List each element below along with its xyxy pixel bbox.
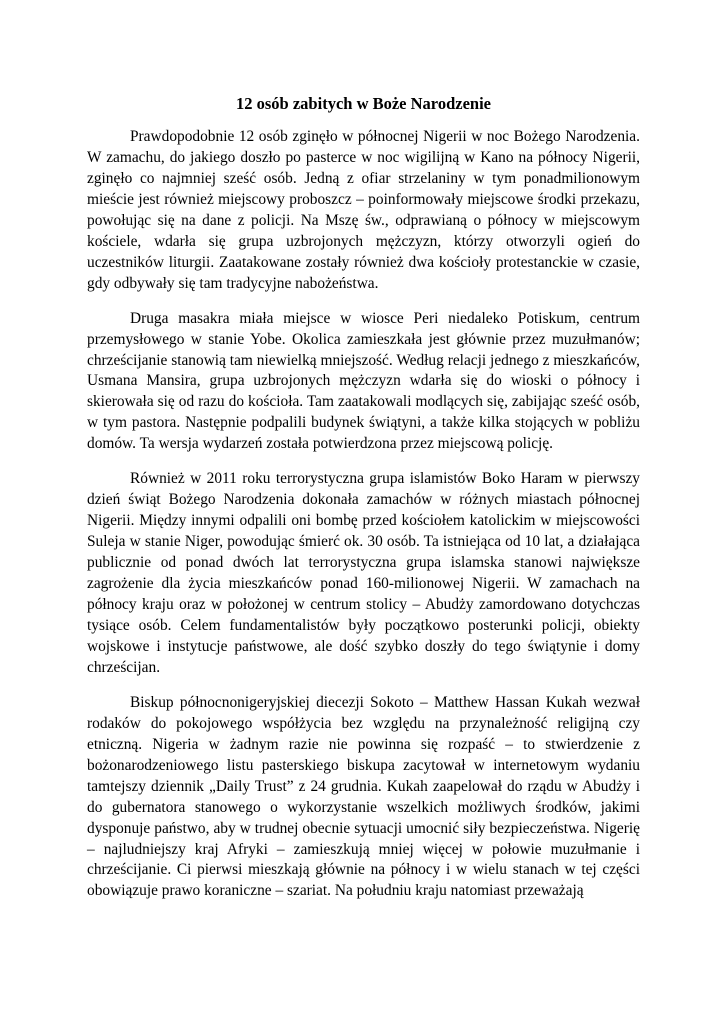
paragraph-2: Druga masakra miała miejsce w wiosce Peri niedaleko Potiskum, centrum przemysłowego w stanie Yobe. Okolica zamieszkała jest głównie przez muzułmanów; chrześcijanie stanowią tam niewielką mniejszość. Według relacji jednego z mieszkańców, Usmana Mansira, grupa uzbrojonych mężczyzn wdarła się do wioski o północy i skierowała się od razu do kościoła. Tam zaatakowali modlących się, zabijając sześć osób, w tym pastora. Następnie podpalili budynek świątyni, a także kilka stojących w pobliżu domów. Ta wersja wydarzeń została potwierdzona przez miejscową policję. (87, 309, 640, 453)
paragraph-4: Biskup północnonigeryjskiej diecezji Sokoto – Matthew Hassan Kukah wezwał rodaków do pokojowego współżycia bez względu na przynależność religijną czy etniczną. Nigeria w żadnym razie nie powinna się rozpaść – to stwierdzenie z bożonarodzeniowego listu pasterskiego biskupa zacytował w internetowym wydaniu tamtejszy dziennik „Daily Trust” z 24 grudnia. Kukah zaapelował do rządu w Abudży i do gubernatora stanowego o wykorzystanie wszelkich możliwych środków, jakimi dysponuje państwo, aby w trudnej obecnie sytuacji umocnić siły bezpieczeństwa. Nigerię – najludniejszy kraj Afryki – zamieszkują mniej więcej w połowie muzułmanie i chrześcijanie. Ci pierwsi mieszkają głównie na północy i w wielu stanach w tej części obowiązuje prawo koraniczne – szariat. Na południu kraju natomiast przeważają (87, 693, 640, 900)
paragraph-1: Prawdopodobnie 12 osób zginęło w północnej Nigerii w noc Bożego Narodzenia. W zamachu, do jakiego doszło po pasterce w noc wigilijną w Kano na północy Nigerii, zginęło co najmniej sześć osób. Jedną z ofiar strzelaniny w tym ponadmilionowym mieście jest również miejscowy proboszcz – poinformowały miejscowe środki przekazu, powołując się na dane z policji. Na Mszę św., odprawianą o północy w miejscowym kościele, wdarła się grupa uzbrojonych mężczyzn, którzy otworzyli ogień do uczestników liturgii. Zaatakowane zostały również dwa kościoły protestanckie w czasie, gdy odbywały się tam tradycyjne nabożeństwa. (87, 128, 640, 292)
document-page (87, 93, 640, 902)
paragraph-3: Również w 2011 roku terrorystyczna grupa islamistów Boko Haram w pierwszy dzień świąt Bożego Narodzenia dokonała zamachów w różnych miastach północnej Nigerii. Między innymi odpalili oni bombę przed kościołem katolickim w miejscowości Suleja w stanie Niger, powodując śmierć ok. 30 osób. Ta istniejąca od 10 lat, a działająca publicznie od ponad dwóch lat terrorystyczna grupa islamska stanowi największe zagrożenie dla życia mieszkańców ponad 160-milionowej Nigerii. W zamachach na północy kraju oraz w położonej w centrum stolicy – Abudży zamordowano dotychczas tysiące osób. Celem fundamentalistów były początkowo posterunki policji, obiekty wojskowe i instytucje państwowe, ale dość szybko doszły do tego świątynie i domy chrześcijan. (87, 470, 640, 676)
article-title: 12 osób zabitych w Boże Narodzenie (236, 94, 491, 113)
